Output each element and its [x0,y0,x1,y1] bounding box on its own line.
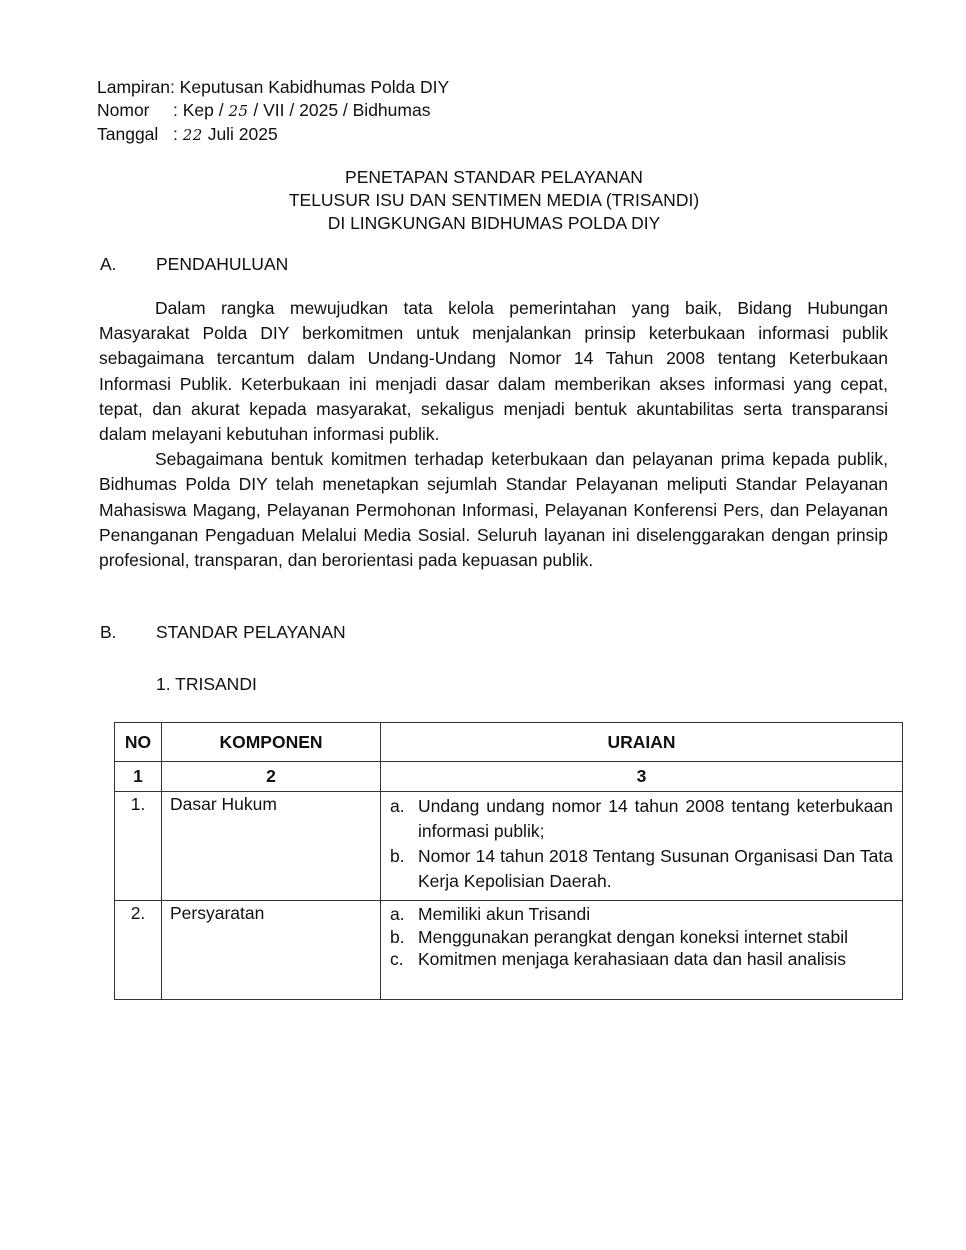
nomor-line [97,99,449,123]
nomor-label: Nomor [97,100,150,120]
list-item [390,948,893,971]
standar-pelayanan-table [114,722,903,1000]
index-cell-2: 2 [162,762,381,792]
row-number: 2. [115,901,162,1000]
row-komponen: Persyaratan [162,901,381,1000]
section-a-body [99,296,888,573]
list-marker: a. [390,796,405,816]
section-b-title: STANDAR PELAYANAN [156,622,346,642]
list-marker: a. [390,904,405,924]
tanggal-line [97,123,449,147]
title-line-2: TELUSUR ISU DAN SENTIMEN MEDIA (TRISANDI) [288,190,700,210]
row-number: 1. [115,792,162,901]
title-line-3: DI LINGKUNGAN BIDHUMAS POLDA DIY [327,213,661,233]
list-item [390,844,893,894]
nomor-suffix: / VII / 2025 / Bidhumas [248,100,431,120]
list-marker: c. [390,949,404,969]
section-b-letter: B. [100,622,117,642]
row-komponen: Dasar Hukum [162,792,381,901]
tanggal-label: Tanggal [97,124,159,144]
list-text: Komitmen menjaga kerahasiaan data dan hasil analisis [418,949,847,969]
table-row [115,901,903,1000]
list-item [390,926,893,949]
uraian-list [390,794,893,900]
trisandi-subheading: 1. TRISANDI [156,674,257,694]
index-cell-1: 1 [115,762,162,792]
nomor-handwritten-number: 25 [228,102,249,120]
paragraph-2: Sebagaimana bentuk komitmen terhadap keterbukaan dan pelayanan prima kepada publik, Bidhumas Polda DIY telah menetapkan sejumlah Standar Pelayanan meliputi Standar Pelayanan Mahasiswa Magang, Pelayanan Permohonan Informasi, Pelayanan Konferensi Pers, dan Pelayanan Penanganan Pengaduan Melalui Media Sosial. Seluruh layanan ini diselenggarakan dengan prinsip profesional, transparan, dan berorientasi pada kepuasan publik. [99,449,888,571]
header-no: NO [115,723,162,762]
list-text: Memiliki akun Trisandi [418,904,591,924]
section-a-letter: A. [100,254,117,274]
nomor-prefix: : Kep / [173,100,229,120]
table-header-row [115,723,903,762]
uraian-list [390,903,893,999]
document-header [97,76,449,147]
index-cell-3: 3 [381,762,903,792]
list-text: Menggunakan perangkat dengan koneksi internet stabil [418,926,849,947]
section-b-heading [100,622,346,643]
section-a-heading [100,254,288,275]
title-line-1: PENETAPAN STANDAR PELAYANAN [345,167,643,187]
table-row [115,792,903,901]
tanggal-suffix: Juli 2025 [202,124,278,144]
tanggal-handwritten-day: 22 [182,126,203,144]
row-uraian [381,901,903,1000]
list-text: Undang undang nomor 14 tahun 2008 tentang keterbukaan informasi publik; [418,796,893,841]
lampiran-line [97,76,449,99]
list-item [390,903,893,926]
list-text: Nomor 14 tahun 2018 Tentang Susunan Organisasi Dan Tata Kerja Kepolisian Daerah. [418,846,893,891]
header-komponen: KOMPONEN [162,723,381,762]
tanggal-prefix: : [173,124,183,144]
row-uraian [381,792,903,901]
lampiran-text: Lampiran: Keputusan Kabidhumas Polda DIY [97,77,450,97]
header-uraian: URAIAN [381,723,903,762]
section-a-title: PENDAHULUAN [156,254,289,274]
document-title [0,166,966,235]
list-marker: b. [390,846,405,866]
paragraph-1: Dalam rangka mewujudkan tata kelola pemerintahan yang baik, Bidang Hubungan Masyarakat Polda DIY berkomitmen untuk menjalankan prinsip keterbukaan informasi publik sebagaimana tercantum dalam Undang-Undang Nomor 14 Tahun 2008 tentang Keterbukaan Informasi Publik. Keterbukaan ini menjadi dasar dalam memberikan akses informasi yang cepat, tepat, dan akurat kepada masyarakat, sekaligus menjadi bentuk akuntabilitas serta transparansi dalam melayani kebutuhan informasi publik. [99,298,888,445]
list-marker: b. [390,926,405,947]
list-item [390,794,893,844]
table-index-row [115,762,903,792]
